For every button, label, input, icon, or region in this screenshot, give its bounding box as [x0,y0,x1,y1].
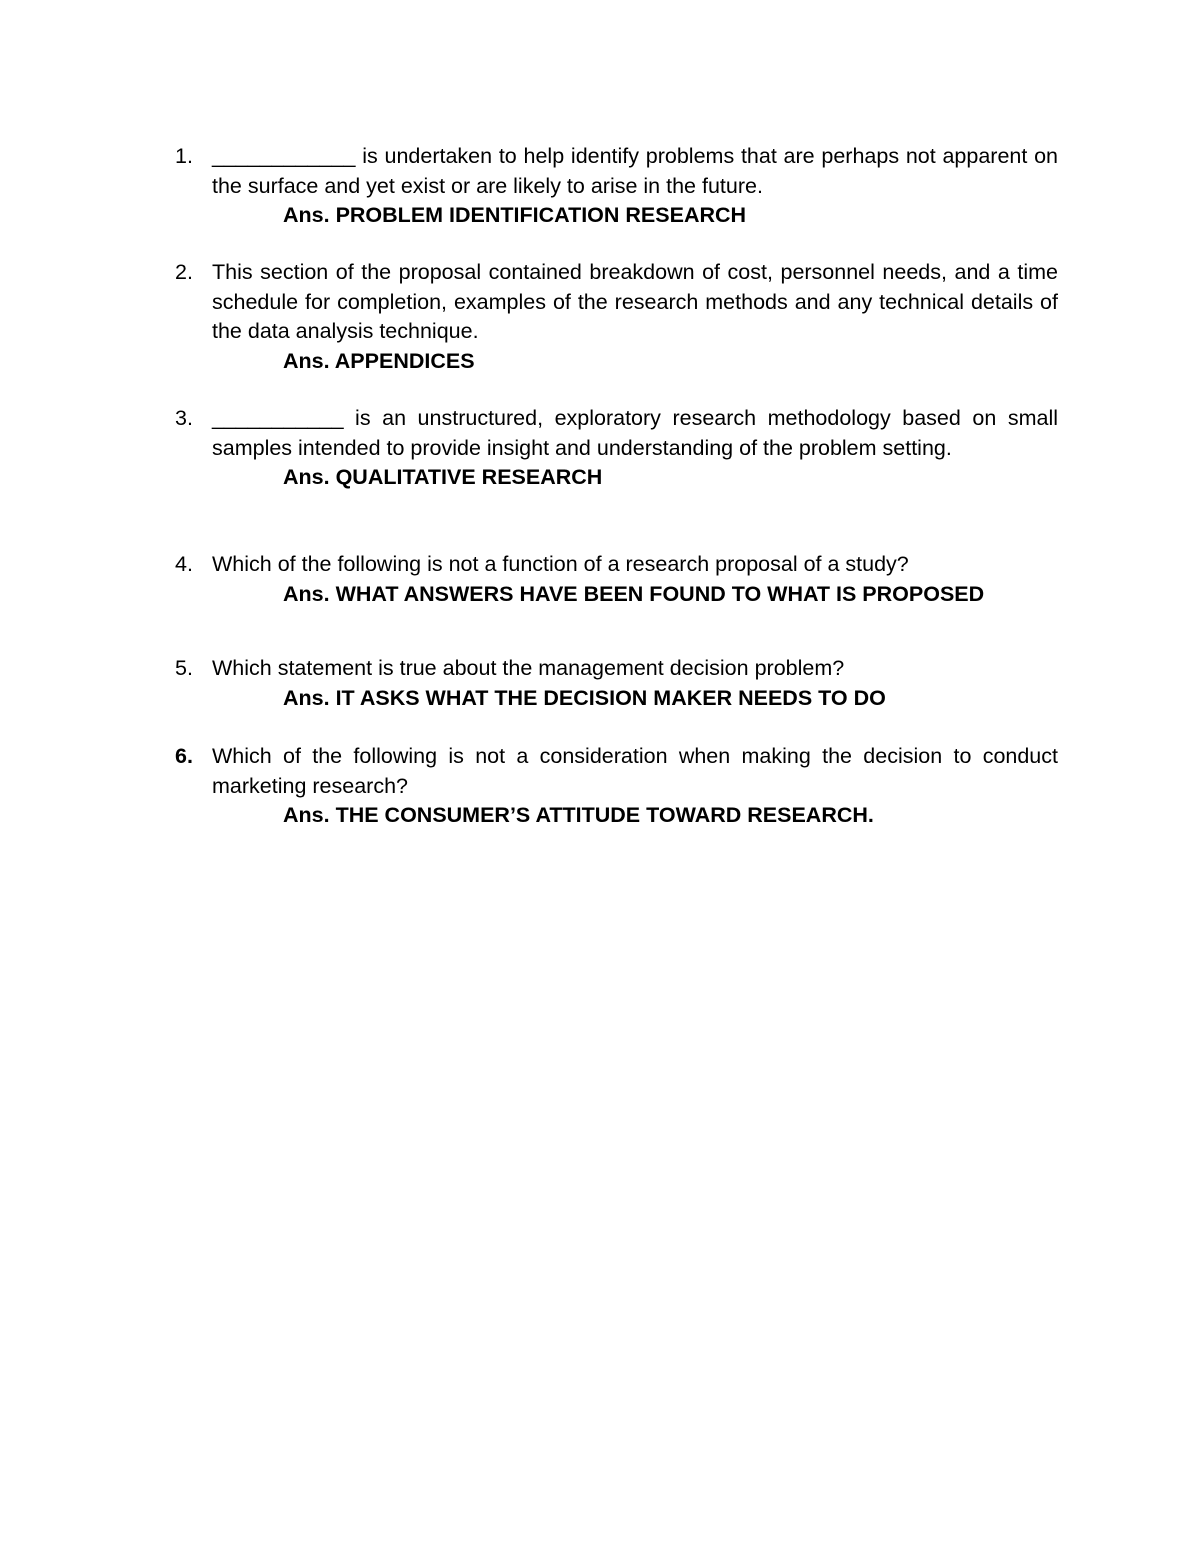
question-item-1 [175,142,1058,231]
answer-text: Ans. WHAT ANSWERS HAVE BEEN FOUND TO WHAT IS PROPOSED [283,581,985,606]
question-text: Which of the following is not a consideration when making the decision to conduct marketing research? [212,744,1058,798]
question-number: 5. [175,656,193,680]
question-text: ___________ is an unstructured, exploratory research methodology based on small samples intended to provide insight and understanding of the problem setting. [212,406,1058,460]
question-item-5 [175,654,1058,713]
question-item-3 [175,404,1058,493]
answer-text: Ans. THE CONSUMER’S ATTITUDE TOWARD RESEARCH. [283,803,874,827]
question-item-4 [175,550,1058,609]
question-item-2 [175,258,1058,376]
answer-text: Ans. PROBLEM IDENTIFICATION RESEARCH [283,203,747,227]
question-number: 6. [175,744,193,768]
answer-text: Ans. IT ASKS WHAT THE DECISION MAKER NEEDS TO DO [283,685,886,710]
answer-text: Ans. APPENDICES [283,348,475,373]
question-text: Which statement is true about the management decision problem? [212,656,845,680]
question-text: This section of the proposal contained breakdown of cost, personnel needs, and a time schedule for completion, examples of the research methods and any technical details of the data analysis technique. [212,260,1058,343]
question-number: 2. [175,260,193,284]
answer-text: Ans. QUALITATIVE RESEARCH [283,465,603,489]
question-number: 3. [175,406,193,430]
question-item-6 [175,742,1058,831]
question-number: 1. [175,144,193,168]
question-number: 4. [175,552,193,576]
question-text: ____________ is undertaken to help identify problems that are perhaps not apparent on the surface and yet exist or are likely to arise in the future. [212,144,1058,198]
question-text: Which of the following is not a function of a research proposal of a study? [212,552,909,576]
